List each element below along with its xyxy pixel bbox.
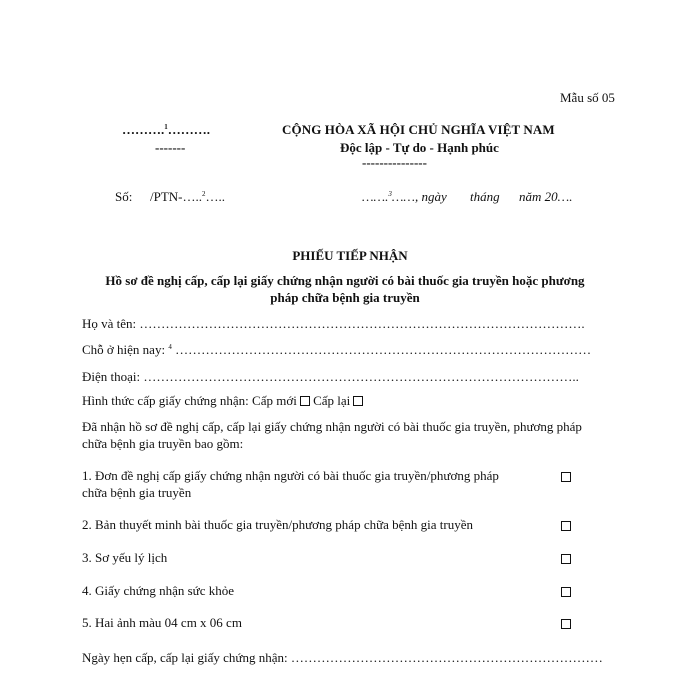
item-4-checkbox[interactable]: [561, 587, 571, 597]
new-checkbox[interactable]: [300, 396, 310, 406]
so-value: /PTN-…..$^2$…..: [150, 189, 225, 204]
list-item: 3. Sơ yếu lý lịch: [82, 550, 168, 565]
item-1-checkbox[interactable]: [561, 472, 571, 482]
form-type-line: Hình thức cấp giấy chứng nhận: Cấp mới Cấp lại: [82, 393, 363, 409]
renew-checkbox[interactable]: [353, 396, 363, 406]
item-5-checkbox[interactable]: [561, 619, 571, 629]
document-subtitle-line1: Hồ sơ đề nghị cấp, cấp lại giấy chứng nhận người có bài thuốc gia truyền hoặc phương: [105, 273, 585, 288]
org-name-placeholder: ……….$^1$……….: [122, 122, 210, 137]
list-item: 1. Đơn đề nghị cấp giấy chứng nhận người có bài thuốc gia truyền/phương pháp: [82, 468, 499, 483]
month-label: tháng: [470, 189, 500, 204]
year-label: năm 20….: [519, 189, 573, 204]
list-item: 2. Bản thuyết minh bài thuốc gia truyền/phương pháp chữa bệnh gia truyền: [82, 517, 474, 532]
document-subtitle-line2: pháp chữa bệnh gia truyền: [270, 290, 420, 305]
motto-underline: ---------------: [362, 155, 427, 170]
nation-title: CỘNG HÒA XÃ HỘI CHỦ NGHĨA VIỆT NAM: [282, 122, 555, 137]
org-underline: -------: [155, 140, 186, 155]
place-date: …….$^3$……, ngày: [362, 189, 447, 204]
address-field: Chỗ ở hiện nay: $^4$ ……………………………………………………………………………………: [82, 342, 592, 357]
list-item: 5. Hai ảnh màu 04 cm x 06 cm: [82, 615, 242, 630]
appointment-field: Ngày hẹn cấp, cấp lại giấy chứng nhận: ………………………………………………………………: [82, 650, 603, 665]
received-line1: Đã nhận hồ sơ đề nghị cấp, cấp lại giấy chứng nhận người có bài thuốc gia truyền, phương pháp: [82, 419, 582, 434]
name-field: Họ và tên: ………………………………………………………………………………………….: [82, 316, 585, 331]
document-title: PHIẾU TIẾP NHẬN: [292, 248, 408, 263]
phone-field: Điện thoại: ………………………………………………………………………………………..: [82, 369, 579, 384]
motto: Độc lập - Tự do - Hạnh phúc: [340, 140, 499, 155]
list-item-continuation: chữa bệnh gia truyền: [82, 485, 192, 500]
form-number: Mẫu số 05: [560, 90, 615, 105]
item-3-checkbox[interactable]: [561, 554, 571, 564]
item-2-checkbox[interactable]: [561, 521, 571, 531]
received-line2: chữa bệnh gia truyền bao gồm:: [82, 436, 244, 451]
so-label: Số:: [115, 189, 133, 204]
list-item: 4. Giấy chứng nhận sức khỏe: [82, 583, 235, 598]
